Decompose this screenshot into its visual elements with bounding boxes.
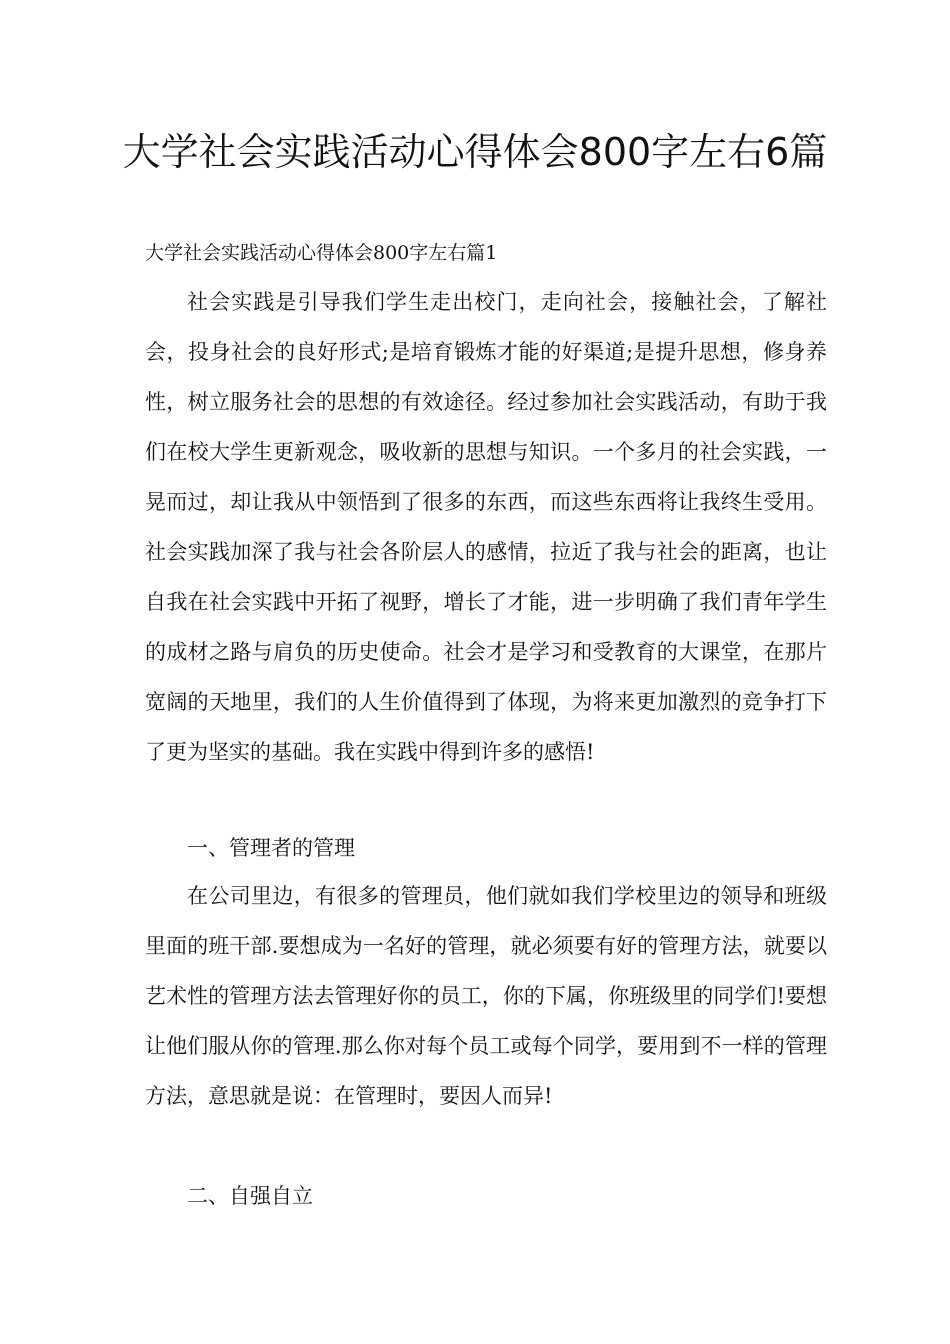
document-title: 大学社会实践活动心得体会800字左右6篇 bbox=[122, 130, 828, 174]
body-paragraph-1: 社会实践是引导我们学生走出校门，走向社会，接触社会，了解社会，投身社会的良好形式;是培育锻炼才能的好渠道;是提升思想，修身养性，树立服务社会的思想的有效途径。经过参加社会实践活动，有助于我们在校大学生更新观念，吸收新的思想与知识。一个多月的社会实践，一晃而过，却让我从中领悟到了很多的东西，而这些东西将让我终生受用。社会实践加深了我与社会各阶层人的感情，拉近了我与社会的距离，也让自我在社会实践中开拓了视野，增长了才能，进一步明确了我们青年学生的成材之路与肩负的历史使命。社会才是学习和受教育的大课堂，在那片宽阔的天地里，我们的人生价值得到了体现，为将来更加激烈的竞争打下了更为坚实的基础。我在实践中得到许多的感悟! bbox=[145, 290, 827, 764]
section-heading-2: 二、自强自立 bbox=[187, 1184, 313, 1208]
section-heading-1: 一、管理者的管理 bbox=[187, 836, 355, 860]
body-paragraph-2: 在公司里边，有很多的管理员，他们就如我们学校里边的领导和班级里面的班干部.要想成为一名好的管理，就必须要有好的管理方法，就要以艺术性的管理方法去管理好你的员工，你的下属，你班级里的同学们!要想让他们服从你的管理.那么你对每个员工或每个同学，要用到不一样的管理方法，意思就是说：在管理时，要因人而异! bbox=[145, 884, 827, 1108]
section-subtitle: 大学社会实践活动心得体会800字左右篇1 bbox=[145, 242, 498, 264]
